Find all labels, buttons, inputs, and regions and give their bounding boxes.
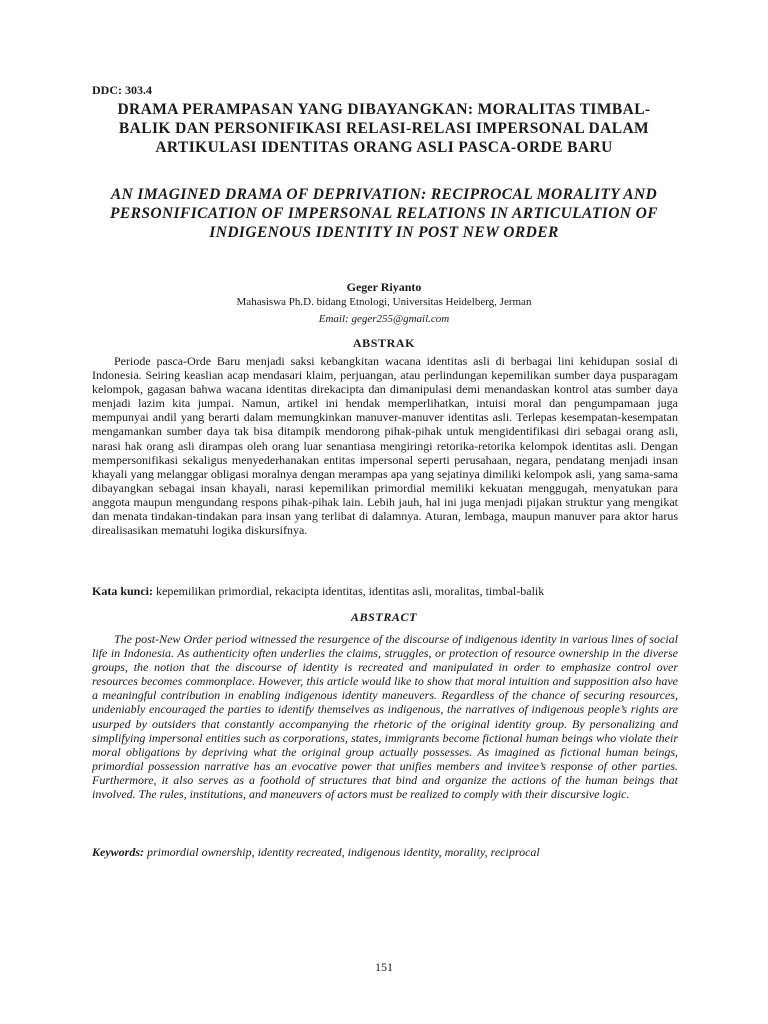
keywords-english-label: Keywords: — [92, 845, 144, 859]
author-email: Email: geger255@gmail.com — [318, 313, 450, 325]
author-affiliation: Mahasiswa Ph.D. bidang Etnologi, Universitas Heidelberg, Jerman — [236, 296, 532, 308]
keywords-indonesian-label: Kata kunci: — [92, 584, 154, 598]
abstract-heading: ABSTRACT — [350, 610, 418, 624]
keywords-indonesian-list: kepemilikan primordial, rekacipta identitas, identitas asli, moralitas, timbal-balik — [156, 584, 545, 598]
abstract-body: The post-New Order period witnessed the resurgence of the discourse of indigenous identity in various lines of social life in Indonesia. As authenticity often underlies the claims, struggles, or protection of resource ownership in the diverse groups, the notion that the discourse of identity is recreated and manipulated in order to emphasize control over resources becomes commonplace. However, this article would like to show that moral intuition and supposition also have a meaningful contribution in enabling indigenous identity maneuvers. Regardless of the chance of securing resources, undeniably encouraged the parties to identify themselves as indigenous, the narratives of indigenous people’s rights are usurped by outsiders that constantly accompanying the rhetoric of the original identity group. By personalizing and simplifying impersonal entities such as corporations, states, immigrants become fictional human beings who violate their moral obligations by depriving what the original group actually possesses. As imagined as fictional human beings, primordial possession narrative has an evocative power that unifies members and invitee’s response of other parties. Furthermore, it also serves as a foothold of structures that bind and organize the actions of the human beings that involved. The rules, institutions, and maneuvers of actors must be realized to comply with their discursive logic. — [92, 632, 678, 802]
keywords-english-list: primordial ownership, identity recreated, indigenous identity, morality, reciprocal — [147, 845, 540, 859]
author-name: Geger Riyanto — [346, 280, 422, 294]
abstrak-body: Periode pasca-Orde Baru menjadi saksi kebangkitan wacana identitas asli di berbagai lini kehidupan sosial di Indonesia. Seiring keaslian acap mendasari klaim, perjuangan, atau perlindungan kepemilikan sumber daya pusparagam kelompok, gagasan bahwa wacana identitas direkacipta dan dimanipulasi demi menandaskan kontrol atas sumber daya menjadi lazim kita jumpai. Namun, artikel ini hendak memperlihatkan, intuisi moral dan pengumpamaan juga mempunyai andil yang berarti dalam memungkinkan manuver-manuver identitas asli. Terlepas kesempatan-kesempatan mengamankan sumber daya tak bisa ditampik mendorong pihak-pihak untuk mengidentifikasi diri sebagai orang asli, narasi hak orang asli dirampas oleh orang luar senantiasa mengiringi retorika-retorika kelompok identitas asli. Dengan mempersonifikasi sekaligus menyederhanakan entitas impersonal seperti perusahaan, negara, pendatang menjadi insan khayali yang melanggar obligasi moralnya dengan merampas apa yang sejatinya dimiliki kelompok asli, yang sama-sama dibayangkan sebagai insan khayali, narasi kepemilikan primordial memiliki kekuatan menggugah, menyatukan para anggota maupun mengundang respons pihak-pihak lain. Lebih jauh, hal ini juga menjadi pijakan struktur yang mengikat dan menata tindakan-tindakan para insan yang terlibat di dalamnya. Aturan, lembaga, maupun manuver para aktor harus direalisasikan mematuhi logika diskursifnya. — [92, 354, 678, 538]
title-english: AN IMAGINED DRAMA OF DEPRIVATION: RECIPROCAL MORALITY AND PERSONIFICATION OF IMPERSONAL RELATIONS IN ARTICULATION OF INDIGENOUS IDENTITY IN POST NEW ORDER — [109, 186, 659, 241]
keywords-english — [92, 845, 678, 860]
title-indonesian: DRAMA PERAMPASAN YANG DIBAYANGKAN: MORALITAS TIMBAL-BALIK DAN PERSONIFIKASI RELASI-RELASI IMPERSONAL DALAM ARTIKULASI IDENTITAS ORANG ASLI PASCA-ORDE BARU — [117, 101, 651, 156]
keywords-indonesian — [92, 584, 678, 599]
ddc-code: DDC: 303.4 — [92, 83, 152, 97]
page-number: 151 — [375, 960, 393, 974]
abstrak-heading: ABSTRAK — [352, 336, 416, 350]
